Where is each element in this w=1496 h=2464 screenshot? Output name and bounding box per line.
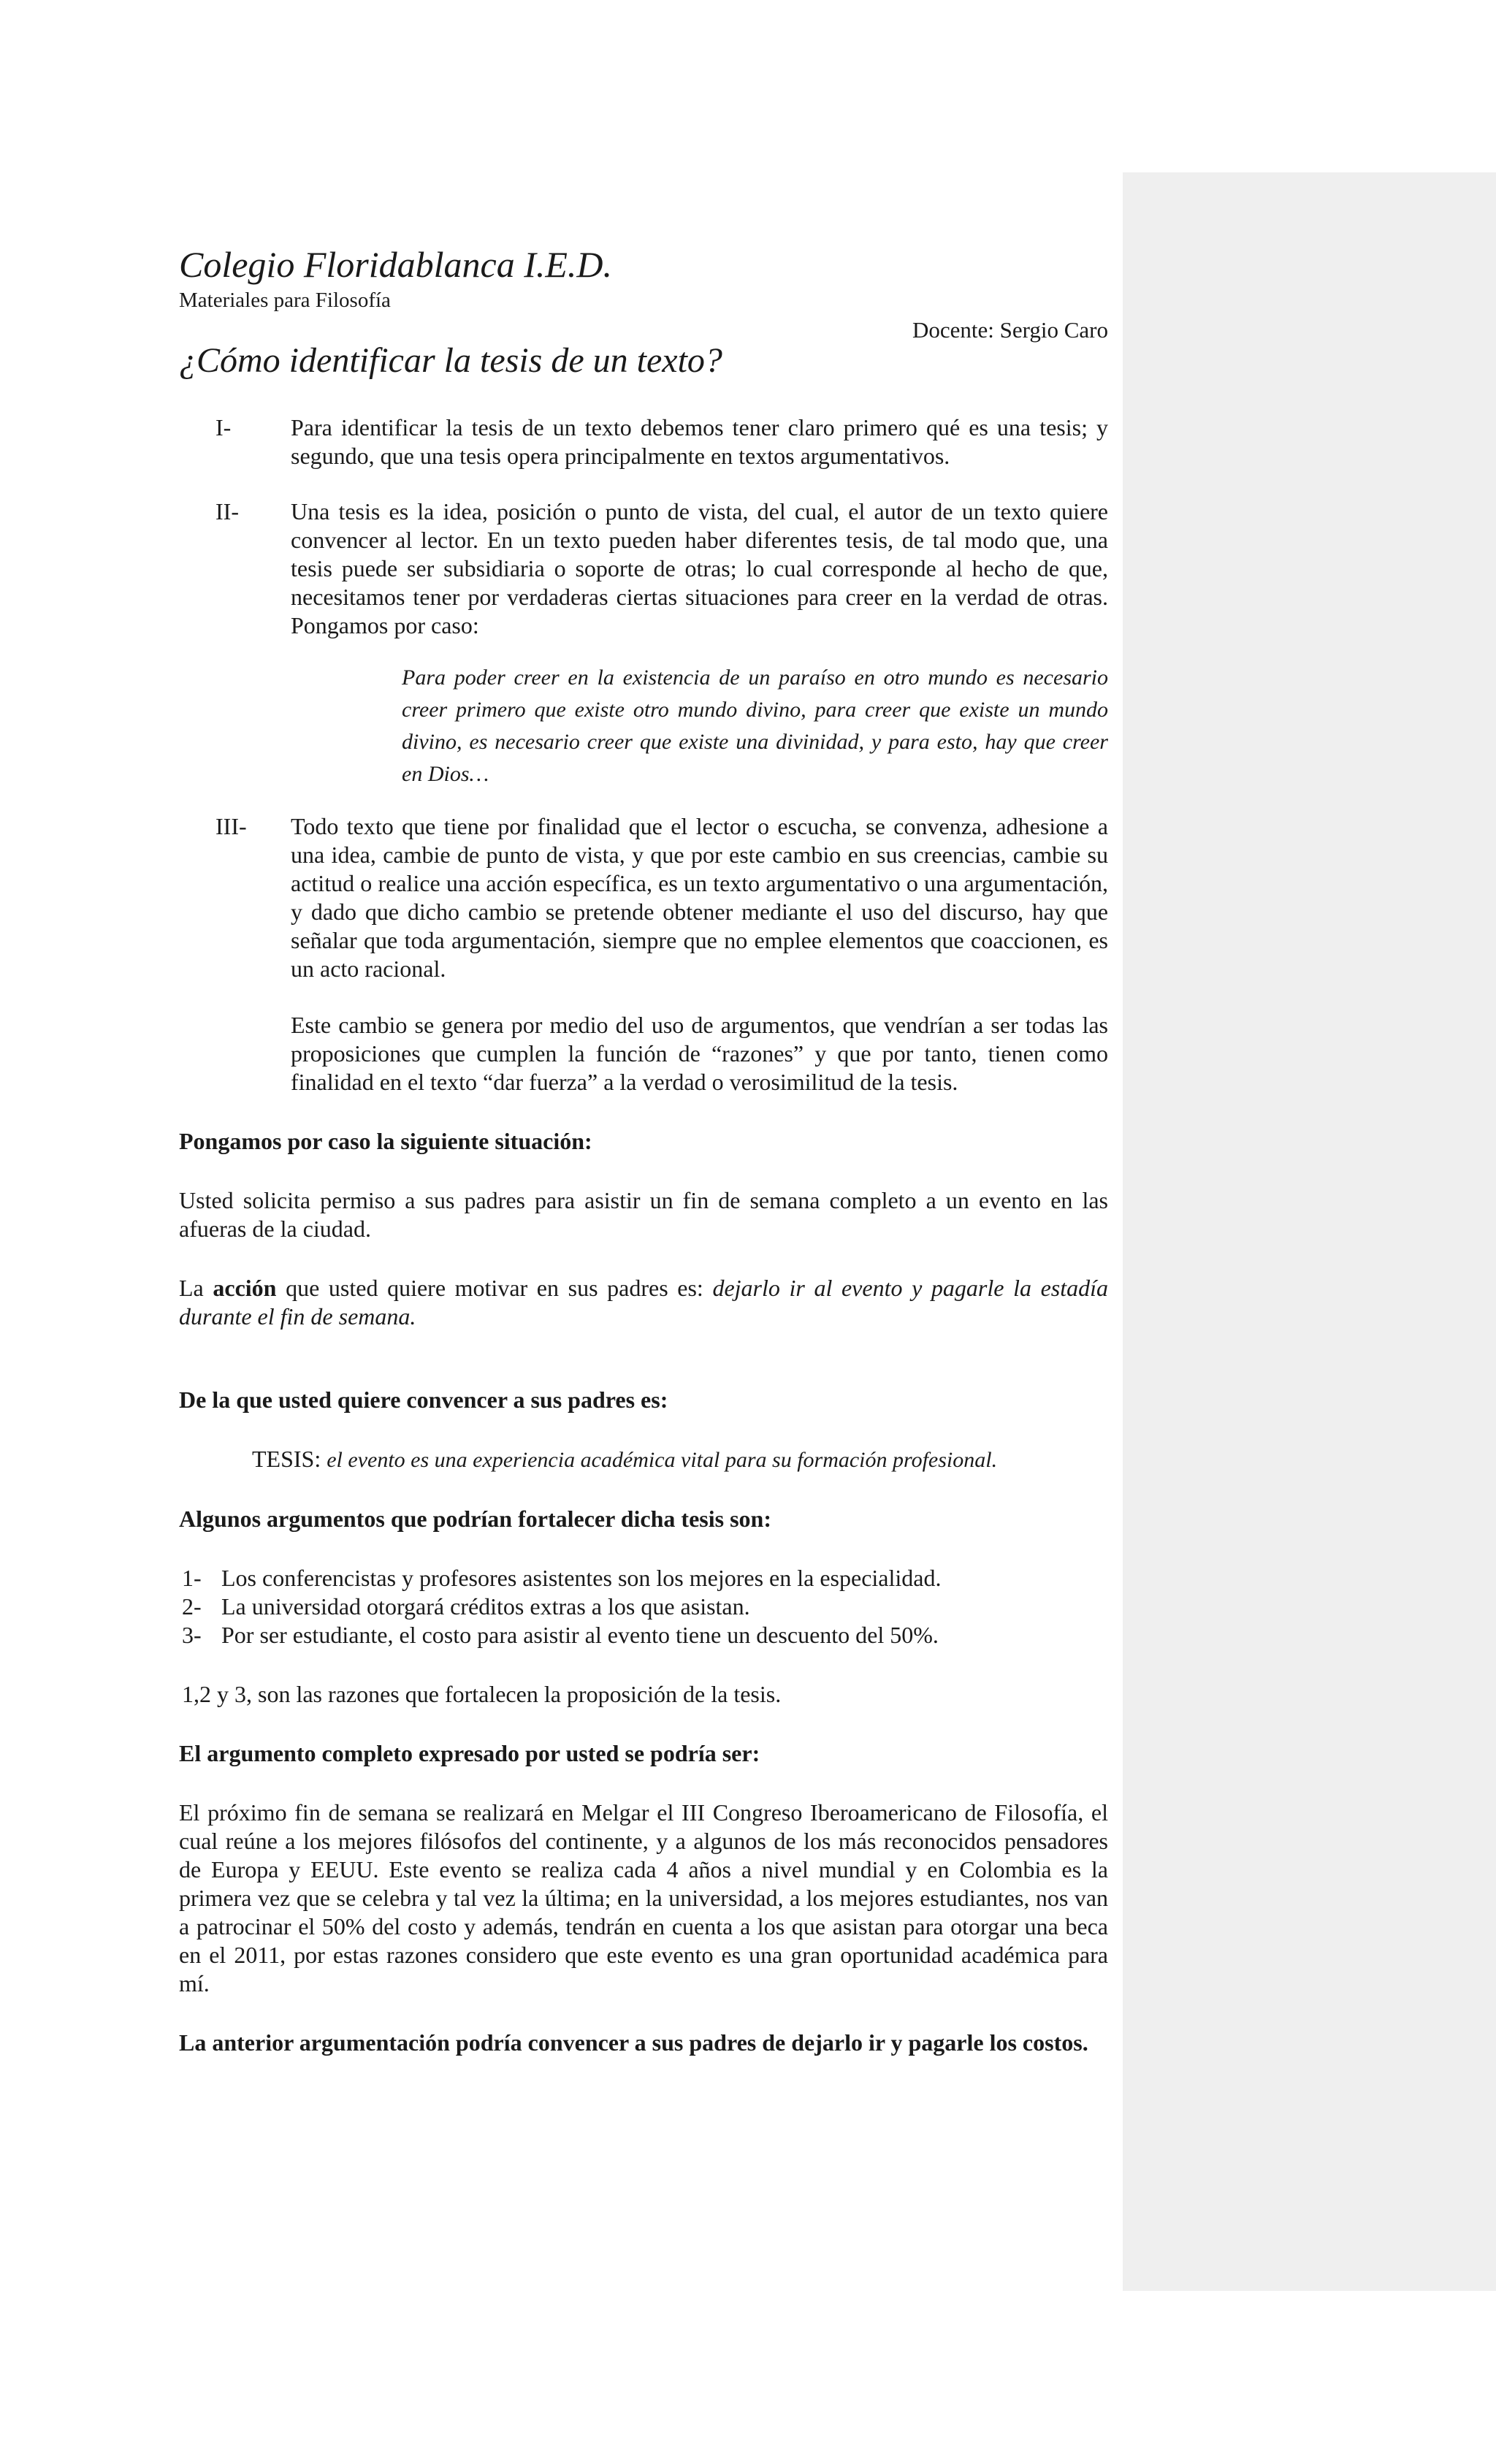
school-name: Colegio Floridablanca I.E.D. <box>179 244 612 285</box>
reasons-line: 1,2 y 3, son las razones que fortalecen la proposición de la tesis. <box>182 1681 782 1707</box>
list-item <box>179 1593 1108 1621</box>
comment-margin-pane <box>1123 172 1496 2291</box>
example-heading: Pongamos por caso la siguiente situación: <box>179 1128 592 1154</box>
section-1 <box>179 413 1108 470</box>
section-2 <box>179 497 1108 640</box>
list-item-text: Los conferencistas y profesores asistentes son los mejores en la especialidad. <box>221 1565 942 1591</box>
thesis-label: TESIS <box>252 1446 315 1472</box>
example-quote: Para poder creer en la existencia de un paraíso en otro mundo es necesario creer primero que existe otro mundo divino, para creer que existe un mundo divino, es necesario creer que existe una divinidad, y para esto, hay que creer en Dios… <box>402 665 1108 786</box>
action-paragraph: La acción que usted quiere motivar en sus padres es: dejarlo ir al evento y pagarle la estadía durante el fin de semana. <box>179 1275 1109 1330</box>
section-text: Todo texto que tiene por finalidad que el lector o escucha, se convenza, adhesione a una idea, cambie de punto de vista, y que por este cambio en sus creencias, cambie su actitud o realice una acción específica, es un texto argumentativo o una argumentación, y dado que dicho cambio se pretende obtener mediante el uso del discurso, hay que señalar que toda argumentación, siempre que no emplee elementos que coaccionen, es un acto racional. <box>291 813 1108 982</box>
section-3 <box>179 812 1108 1096</box>
action-keyword: acción <box>213 1275 277 1301</box>
section-text-continued: Este cambio se genera por medio del uso de argumentos, que vendrían a ser todas las proposiciones que cumplen la función de “razones” y que por tanto, tienen como finalidad en el texto “dar fuerza” a la verdad o verosimilitud de la tesis. <box>291 1012 1108 1095</box>
thesis-value: el evento es una experiencia académica vital para su formación profesional. <box>327 1448 998 1472</box>
list-item <box>179 1621 1108 1649</box>
section-number: I- <box>215 414 232 440</box>
convince-heading: De la que usted quiere convencer a sus padres es: <box>179 1387 668 1413</box>
section-text: Una tesis es la idea, posición o punto de vista, del cual, el autor de un texto quiere convencer al lector. En un texto pueden haber diferentes tesis, de tal modo que, una tesis puede ser subsidiaria o soporte de otras; lo cual corresponde al hecho de que, necesitamos tener por verdaderas ciertas situaciones para creer en la verdad de otras. Pongamos por caso: <box>291 498 1108 638</box>
list-item-number: 3- <box>182 1622 202 1648</box>
list-item <box>179 1564 1108 1593</box>
thesis-statement: TESIS: el evento es una experiencia académica vital para su formación profesional. <box>252 1446 998 1472</box>
list-item-number: 2- <box>182 1593 202 1620</box>
situation-text: Usted solicita permiso a sus padres para asistir un fin de semana completo a un evento en las afueras de la ciudad. <box>179 1187 1108 1242</box>
full-argument-text: El próximo fin de semana se realizará en Melgar el III Congreso Iberoamericano de Filosofía, el cual reúne a los mejores filósofos del continente, y a algunos de los más reconocidos pensadores de Europa y EEUU. Este evento se realiza cada 4 años a nivel mundial y en Colombia es la primera vez que se celebra y tal vez la última; en la universidad, a los mejores estudiantes, nos van a patrocinar el 50% del costo y además, tendrán en cuenta a los que asistan para otorgar una beca en el 2011, por estas razones considero que este evento es una gran oportunidad académica para mí. <box>179 1799 1108 1996</box>
section-number: III- <box>215 813 247 839</box>
arguments-heading: Algunos argumentos que podrían fortalecer dicha tesis son: <box>179 1506 771 1532</box>
page-title: ¿Cómo identificar la tesis de un texto? <box>179 341 722 380</box>
document-subtitle: Materiales para Filosofía <box>179 289 391 312</box>
full-argument-heading: El argumento completo expresado por usted se podría ser: <box>179 1740 760 1766</box>
document-page <box>179 241 1108 2057</box>
teacher-name: Docente: Sergio Caro <box>912 317 1108 343</box>
list-item-text: La universidad otorgará créditos extras a los que asistan. <box>221 1593 750 1620</box>
section-text: Para identificar la tesis de un texto debemos tener claro primero qué es una tesis; y segundo, que una tesis opera principalmente en textos argumentativos. <box>291 414 1108 469</box>
arguments-list <box>179 1564 1108 1649</box>
list-item-number: 1- <box>182 1565 202 1591</box>
conclusion-text: La anterior argumentación podría convencer a sus padres de dejarlo ir y pagarle los costos. <box>179 2029 1088 2056</box>
list-item-text: Por ser estudiante, el costo para asistir al evento tiene un descuento del 50%. <box>221 1622 939 1648</box>
section-number: II- <box>215 498 239 525</box>
action-value: dejarlo ir al evento y pagarle la estadía durante el fin de semana. <box>179 1275 1109 1330</box>
